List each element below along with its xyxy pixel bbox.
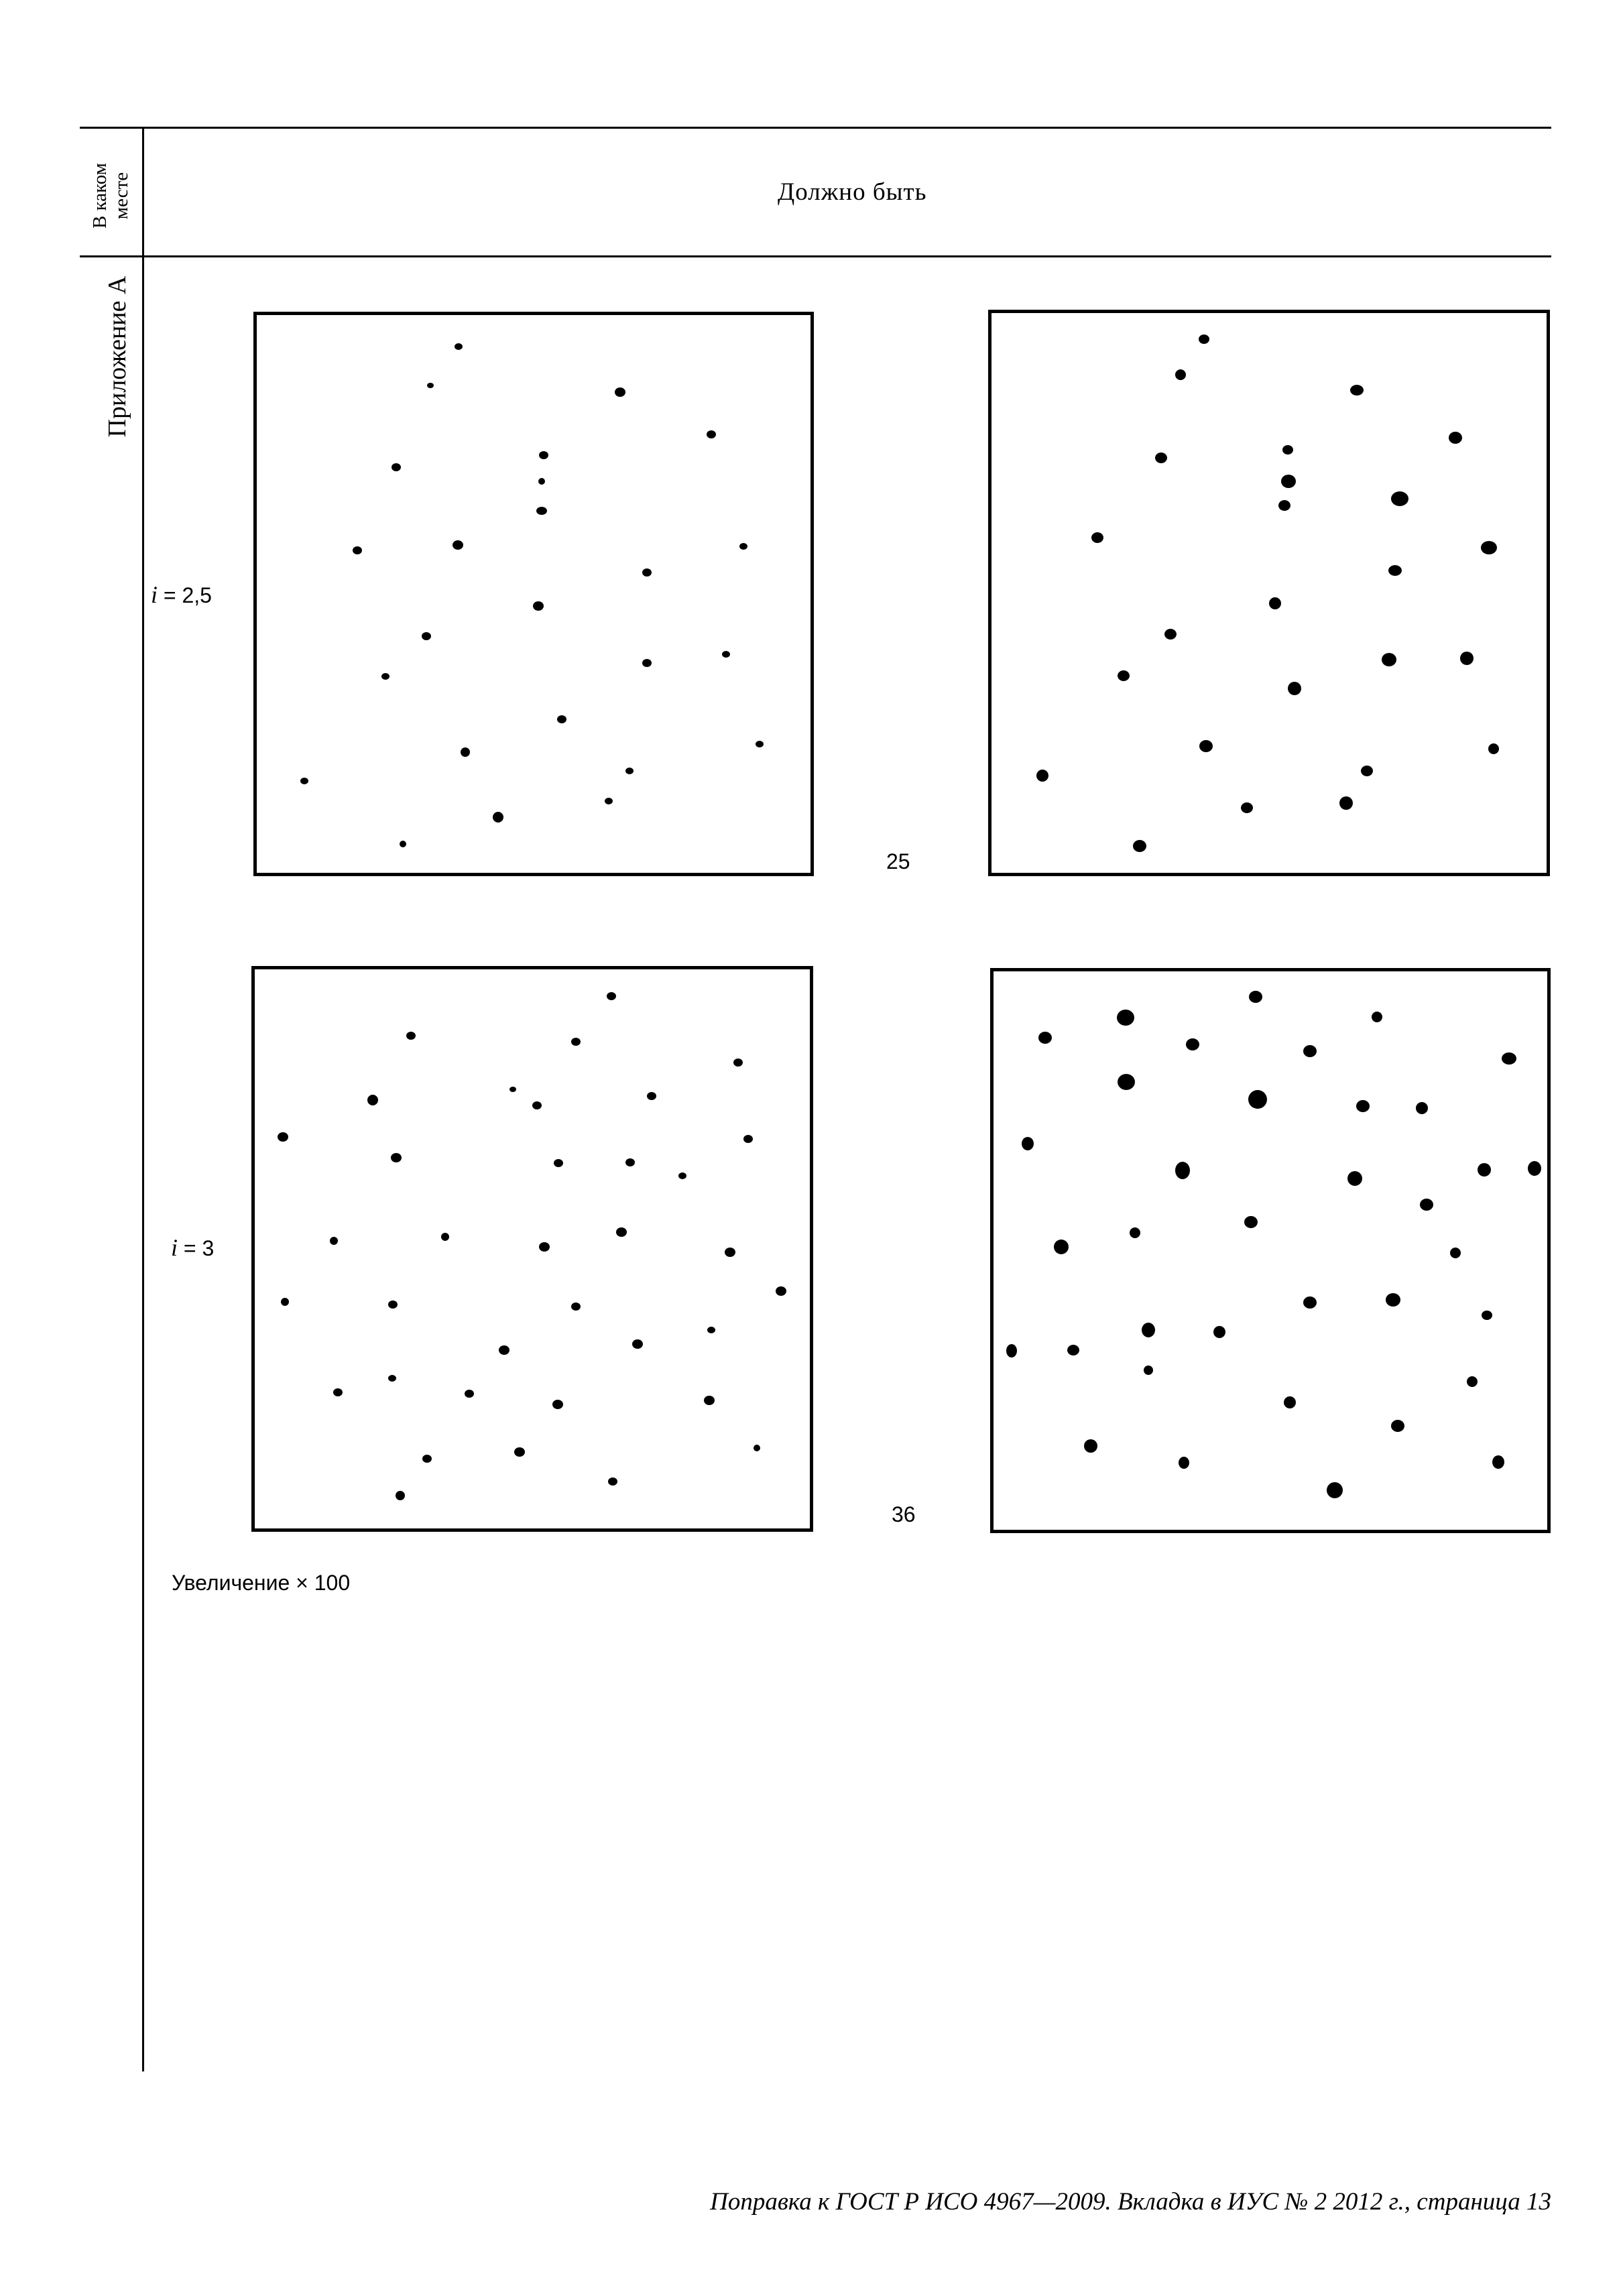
- label-i-2-5: [151, 581, 212, 609]
- row-location: Приложение А: [103, 276, 131, 438]
- label-i-symbol: i: [151, 581, 158, 608]
- label-i-value: = 2,5: [163, 583, 212, 607]
- label-25: 25: [886, 849, 910, 873]
- micrograph-panel-4: [990, 968, 1551, 1533]
- micrograph-panel-2: [988, 310, 1550, 876]
- label-i-symbol: i: [171, 1234, 178, 1261]
- micrograph-panel-3: [251, 966, 813, 1532]
- table-top-border: [80, 127, 1551, 129]
- label-magnification: Увеличение × 100: [172, 1571, 351, 1595]
- column-header-should-be: Должно быть: [778, 178, 927, 206]
- label-36: 36: [892, 1502, 916, 1526]
- column-header-location-line2: месте: [111, 172, 132, 220]
- label-i-value: = 3: [183, 1236, 215, 1260]
- table-column-divider: [142, 127, 144, 2071]
- column-header-location-line1: В каком: [89, 162, 111, 229]
- table-header-border: [80, 255, 1551, 257]
- micrograph-panel-1: [253, 312, 814, 876]
- page-footer: Поправка к ГОСТ Р ИСО 4967—2009. Вкладка в ИУС № 2 2012 г., страница 13: [710, 2188, 1551, 2216]
- label-i-3: [171, 1233, 214, 1262]
